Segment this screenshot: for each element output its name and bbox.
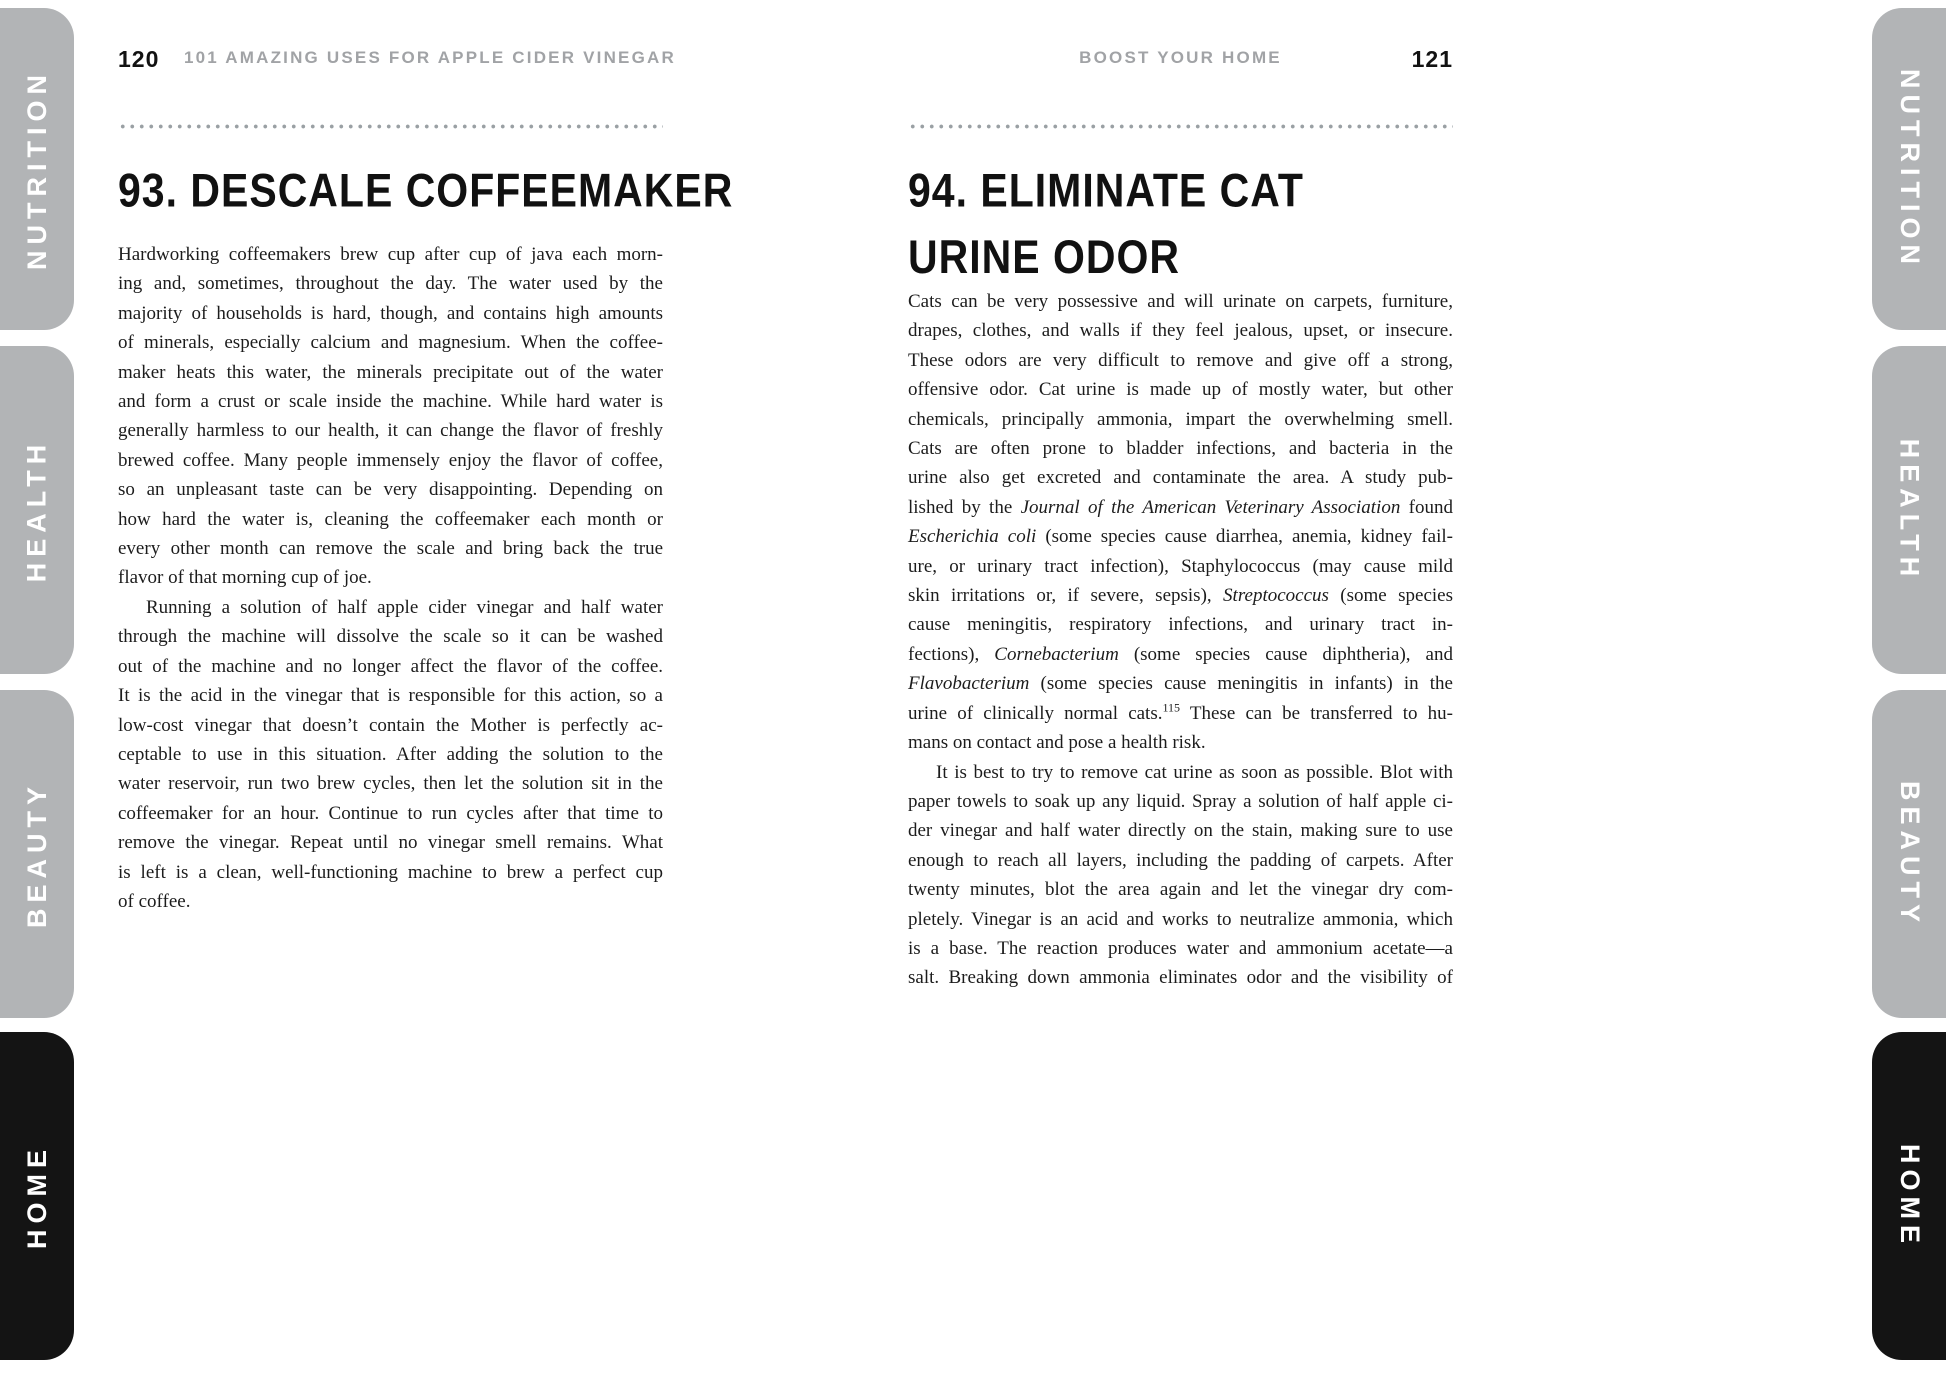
tab-home-label: HOME (21, 1143, 52, 1249)
left-page (118, 0, 734, 1381)
body-line: salt. Breaking down ammonia eliminates odor and the visibility of (908, 967, 1453, 989)
paragraph (908, 758, 1453, 993)
page-number: 120 (118, 46, 160, 72)
body-line: urine of clinically normal cats.$^{115}$ These can be transferred to hu- (908, 700, 1453, 724)
body-line: paper towels to soak up any liquid. Spray a solution of half apple ci- (908, 790, 1453, 812)
body-line: is a base. The reaction produces water and ammonium acetate—a (908, 937, 1453, 959)
body-line: is left is a clean, well-functioning machine to brew a perfect cup (118, 861, 663, 883)
paragraph (118, 593, 663, 916)
section-title (908, 158, 1304, 290)
body-line: enough to reach all layers, including the padding of carpets. After (908, 849, 1453, 871)
body-line: how hard the water is, cleaning the coffeemaker each month or (118, 508, 663, 530)
right-page-header (908, 46, 1453, 76)
tab-health-right[interactable] (1872, 346, 1946, 674)
body-line: maker heats this water, the minerals precipitate out of the water (118, 361, 663, 383)
body-line: ceptable to use in this situation. After adding the solution to the (118, 743, 663, 765)
body-line: chemicals, principally ammonia, impart the overwhelming smell. (908, 408, 1453, 430)
tab-nutrition-right[interactable] (1872, 8, 1946, 330)
tab-beauty-right[interactable] (1872, 690, 1946, 1018)
body-line: brewed coffee. Many people immensely enjoy the flavor of coffee, (118, 449, 663, 471)
body-line: It is the acid in the vinegar that is responsible for this action, so a (118, 685, 663, 707)
tab-nutrition-label: NUTRITION (1894, 68, 1925, 270)
body-line: ure, or urinary tract infection), Staphylococcus (may cause mild (908, 555, 1453, 577)
tab-home-label: HOME (1894, 1143, 1925, 1249)
body-line: Cats can be very possessive and will urinate on carpets, furniture, (908, 291, 1453, 312)
tab-nutrition-label: NUTRITION (21, 68, 52, 270)
tab-health-label: HEALTH (1894, 438, 1925, 582)
section-title (118, 158, 733, 224)
dotted-rule (118, 124, 663, 129)
tab-home-right[interactable] (1872, 1032, 1946, 1360)
tab-nutrition-left[interactable] (0, 8, 74, 330)
body-line: majority of households is hard, though, and contains high amounts (118, 302, 663, 324)
body-line: of coffee. (118, 890, 191, 912)
body-line: mans on contact and pose a health risk. (908, 732, 1206, 754)
tab-beauty-label: BEAUTY (1894, 780, 1925, 928)
body-line: Hardworking coffeemakers brew cup after cup of java each morn- (118, 244, 663, 265)
dotted-rule (908, 124, 1453, 129)
body-line: and form a crust or scale inside the machine. While hard water is (118, 391, 663, 413)
body-line: through the machine will dissolve the scale so it can be washed (118, 626, 663, 648)
body-line: coffeemaker for an hour. Continue to run cycles after that time to (118, 802, 663, 824)
section-title-line: 93. DESCALE COFFEEMAKER (118, 163, 734, 218)
section-title-line: 94. ELIMINATE CAT (908, 163, 1304, 218)
body-line: These odors are very difficult to remove and give off a strong, (908, 349, 1453, 371)
body-line: lished by the Journal of the American Veterinary Association found (908, 496, 1453, 518)
tab-health-left[interactable] (0, 346, 74, 674)
body-line: pletely. Vinegar is an acid and works to neutralize ammonia, which (908, 908, 1453, 930)
body-line: flavor of that morning cup of joe. (118, 567, 372, 589)
tab-beauty-label: BEAUTY (21, 780, 52, 928)
tab-beauty-left[interactable] (0, 690, 74, 1018)
body-line: generally harmless to our health, it can change the flavor of freshly (118, 420, 663, 442)
body-line: Escherichia coli (some species cause diarrhea, anemia, kidney fail- (908, 526, 1453, 548)
running-head: BOOST YOUR HOME (1079, 48, 1282, 67)
body-line: skin irritations or, if severe, sepsis), Streptococcus (some species (908, 585, 1453, 607)
right-page (908, 0, 1453, 1381)
body-line: drapes, clothes, and walls if they feel jealous, upset, or insecure. (908, 320, 1453, 342)
body-line: remove the vinegar. Repeat until no vinegar smell remains. What (118, 832, 663, 854)
paragraph (908, 287, 1453, 758)
body-line: water reservoir, run two brew cycles, then let the solution sit in the (118, 773, 663, 795)
body-line: ing and, sometimes, throughout the day. The water used by the (118, 273, 663, 295)
tab-home-left[interactable] (0, 1032, 74, 1360)
right-body (908, 287, 1453, 993)
body-line: out of the machine and no longer affect the flavor of the coffee. (118, 655, 663, 677)
body-line: It is best to try to remove cat urine as soon as possible. Blot with (936, 761, 1453, 783)
body-line: of minerals, especially calcium and magnesium. When the coffee- (118, 332, 663, 354)
body-line: offensive odor. Cat urine is made up of mostly water, but other (908, 379, 1453, 401)
tab-health-label: HEALTH (21, 438, 52, 582)
page-number: 121 (1411, 46, 1453, 72)
paragraph (118, 240, 663, 593)
body-line: Cats are often prone to bladder infections, and bacteria in the (908, 438, 1453, 460)
running-head: 101 AMAZING USES FOR APPLE CIDER VINEGAR (184, 48, 676, 67)
body-line: twenty minutes, blot the area again and let the vinegar dry com- (908, 879, 1453, 901)
body-line: Flavobacterium (some species cause meningitis in infants) in the (908, 673, 1453, 695)
section-title-line: URINE ODOR (908, 229, 1180, 284)
body-line: der vinegar and half water directly on the stain, making sure to use (908, 820, 1453, 842)
body-line: Running a solution of half apple cider vinegar and half water (146, 596, 663, 618)
body-line: fections), Cornebacterium (some species cause diphtheria), and (908, 643, 1453, 665)
body-line: cause meningitis, respiratory infections, and urinary tract in- (908, 614, 1453, 636)
left-body (118, 240, 663, 916)
body-line: every other month can remove the scale and bring back the true (118, 538, 663, 560)
body-line: low-cost vinegar that doesn’t contain the Mother is perfectly ac- (118, 714, 663, 736)
body-line: so an unpleasant taste can be very disappointing. Depending on (118, 479, 663, 501)
left-page-header (118, 46, 676, 76)
body-line: urine also get excreted and contaminate the area. A study pub- (908, 467, 1453, 489)
